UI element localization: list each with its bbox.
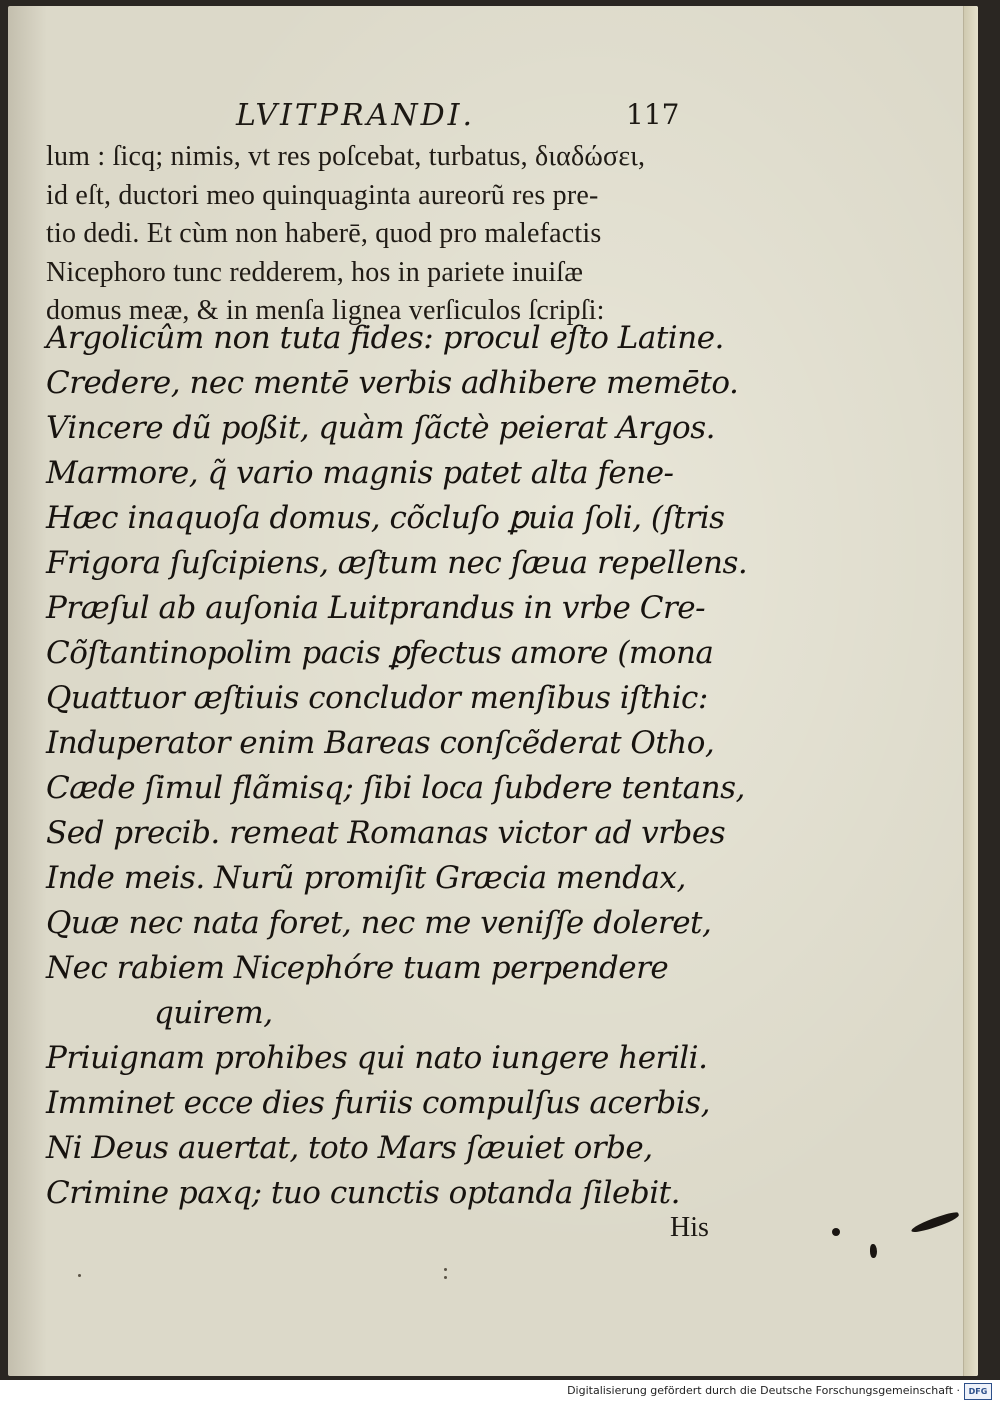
verse-line: Frigora ſuſcipiens, æſtum nec ſæua repellens.	[46, 545, 748, 581]
prose-line: tio dedi. Et cùm non haberē, quod pro malefactis	[46, 218, 602, 249]
verse-line: Imminet ecce dies furiis compulſus acerbis,	[46, 1085, 710, 1121]
prose-line: domus meæ, & in menſa lignea verſiculos ſcripſi:	[46, 295, 605, 326]
verse-line: Argolicûm non tuta fides: procul eſto Latine.	[46, 320, 724, 356]
footer-bar	[0, 1380, 1000, 1404]
paper-speck	[444, 1268, 447, 1271]
verse-line: Vincere dũ poßit, quàm ſãctè peierat Argos.	[46, 410, 715, 446]
verse-line: Præſul ab auſonia Luitprandus in vrbe Cre-	[46, 590, 706, 626]
ink-stain	[832, 1228, 840, 1236]
dfg-logo: DFG	[964, 1383, 992, 1400]
verse-line: Cõſtantinopolim pacis ꝑfectus amore (mona	[46, 635, 714, 671]
funding-credit: Digitalisierung gefördert durch die Deutsche Forschungsgemeinschaft ·	[567, 1384, 960, 1397]
verse-line: Cæde ſimul flãmisq; ſibi loca ſubdere tentans,	[46, 770, 745, 806]
prose-line: id eſt, ductori meo quinquaginta aureorũ res pre-	[46, 179, 599, 211]
verse-line: Inde meis. Nurũ promiſit Græcia mendax,	[46, 860, 686, 896]
verse-line: Marmore, q̃ vario magnis patet alta fene-	[46, 455, 674, 491]
verse-line: Sed precib. remeat Romanas victor ad vrbes	[46, 815, 726, 851]
verse-line: Credere, nec mentē verbis adhibere memēto.	[46, 365, 739, 401]
page-edge	[963, 6, 978, 1376]
verse-line: Nec rabiem Nicephóre tuam perpendere	[46, 950, 669, 986]
prose-paragraph	[46, 138, 706, 331]
verse-line: Quæ nec nata foret, nec me veniſſe doleret,	[46, 905, 712, 941]
prose-line: Nicephoro tunc redderem, hos in pariete inuiſæ	[46, 256, 584, 288]
verse-line: Quattuor æſtiuis concludor menſibus iſthic:	[46, 680, 708, 716]
catchword: His	[670, 1212, 709, 1243]
verse-line-turnover: quirem,	[154, 995, 273, 1031]
ink-stain	[870, 1244, 877, 1258]
verse-line: Priuignam prohibes qui nato iungere herili.	[46, 1040, 708, 1076]
verse-block	[46, 316, 748, 1216]
prose-line: lum : ſicq; nimis, vt res poſcebat, turbatus, διαδώσει,	[46, 141, 646, 172]
verse-line: Crimine paxq; tuo cunctis optanda ſilebit.	[46, 1175, 680, 1211]
page-number: 117	[626, 98, 680, 131]
verse-line: Induperator enim Bareas conſcẽderat Otho,	[46, 725, 715, 761]
book-page	[8, 6, 978, 1376]
ink-stain	[910, 1210, 960, 1234]
verse-line: Hæc inaquoſa domus, cõcluſo ꝑuia ſoli, (ſtris	[46, 500, 725, 536]
running-head: LVITPRANDI.	[236, 98, 476, 133]
paper-speck	[444, 1276, 447, 1279]
paper-speck	[78, 1274, 81, 1277]
verse-line: Ni Deus auertat, toto Mars ſæuiet orbe,	[46, 1130, 653, 1166]
